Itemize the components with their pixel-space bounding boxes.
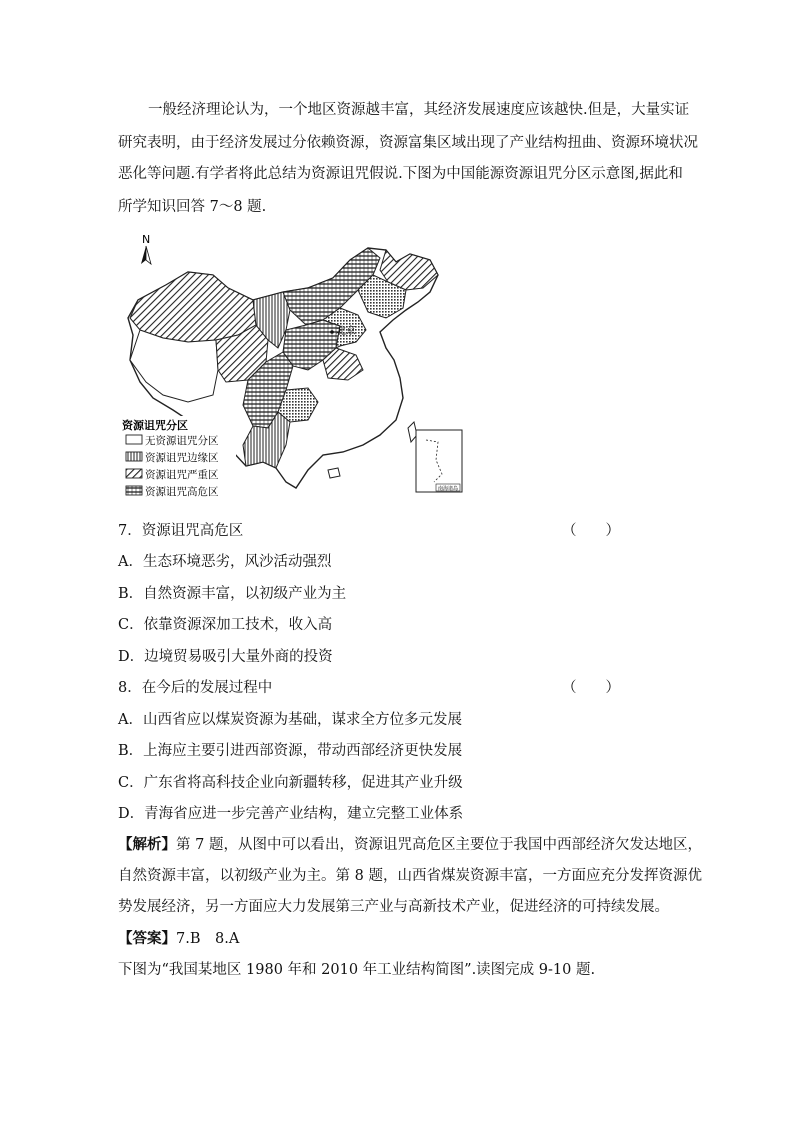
analysis-line-1: 【解析】第 7 题，从图中可以看出，资源诅咒高危区主要位于我国中西部经济欠发达地区， <box>118 836 702 853</box>
analysis-tag: 【解析】 <box>118 836 176 853</box>
q7-option-d: D．边境贸易吸引大量外商的投资 <box>118 649 333 665</box>
south-china-sea-inset <box>416 430 462 492</box>
intro-line-4: 所学知识回答 7～8 题. <box>118 199 267 215</box>
intro-line-1: 一般经济理论认为，一个地区资源越丰富，其经济发展速度应该越快.但是，大量实证 <box>148 102 690 118</box>
q8-answer-paren: （ ） <box>562 680 620 696</box>
answer-line <box>118 927 239 948</box>
q7-answer-paren: （ ） <box>562 523 620 539</box>
q8-option-d: D．青海省应进一步完善产业结构，建立完整工业体系 <box>118 806 464 822</box>
q7-stem: 7．资源诅咒高危区 <box>118 523 244 539</box>
next-section-intro: 下图为“我国某地区 1980 年和 2010 年工业结构简图”.读图完成 9-10 题. <box>118 962 596 978</box>
region-xinjiang <box>130 272 256 342</box>
svg-text:资源诅咒边缘区: 资源诅咒边缘区 <box>145 452 219 464</box>
region-tibet <box>130 330 218 402</box>
svg-text:资源诅咒分区: 资源诅咒分区 <box>122 419 188 432</box>
q7-option-a: A．生态环境恶劣，风沙活动强烈 <box>118 554 332 570</box>
svg-text:无资源诅咒分区: 无资源诅咒分区 <box>145 435 219 447</box>
analysis-line-2: 自然资源丰富，以初级产业为主。第 8 题，山西省煤炭资源丰富，一方面应充分发挥资源优 <box>118 868 702 884</box>
q8-option-b: B．上海应主要引进西部资源，带动西部经济更快发展 <box>118 743 463 759</box>
q8-stem: 8．在今后的发展过程中 <box>118 680 273 696</box>
map-legend <box>120 416 236 500</box>
analysis-line-3: 势发展经济，另一方面应大力发展第三产业与高新技术产业，促进经济的可持续发展。 <box>118 899 669 915</box>
intro-line-2: 研究表明，由于经济发展过分依赖资源，资源富集区域出现了产业结构扭曲、资源环境状况 <box>118 135 698 151</box>
svg-text:南海诸岛: 南海诸岛 <box>438 486 459 492</box>
q8-option-a: A．山西省应以煤炭资源为基础，谋求全方位多元发展 <box>118 712 462 728</box>
svg-text:资源诅咒严重区: 资源诅咒严重区 <box>145 469 219 481</box>
svg-text:N: N <box>142 233 151 246</box>
svg-text:资源诅咒高危区: 资源诅咒高危区 <box>145 486 219 498</box>
q7-option-b: B．自然资源丰富，以初级产业为主 <box>118 586 347 602</box>
north-arrow-icon <box>141 233 151 264</box>
q7-option-c: C．依靠资源深加工技术，收入高 <box>118 617 333 633</box>
answer-tag: 【答案】 <box>118 930 176 947</box>
beijing-label: 北京 <box>336 326 356 337</box>
q8-option-c: C．广东省将高科技企业向新疆转移，促进其产业升级 <box>118 775 463 791</box>
answer-text: 7.B 8.A <box>176 931 240 947</box>
intro-line-3: 恶化等问题.有学者将此总结为资源诅咒假说.下图为中国能源资源诅咒分区示意图,据此和 <box>118 166 683 182</box>
china-resource-curse-map <box>118 230 468 500</box>
